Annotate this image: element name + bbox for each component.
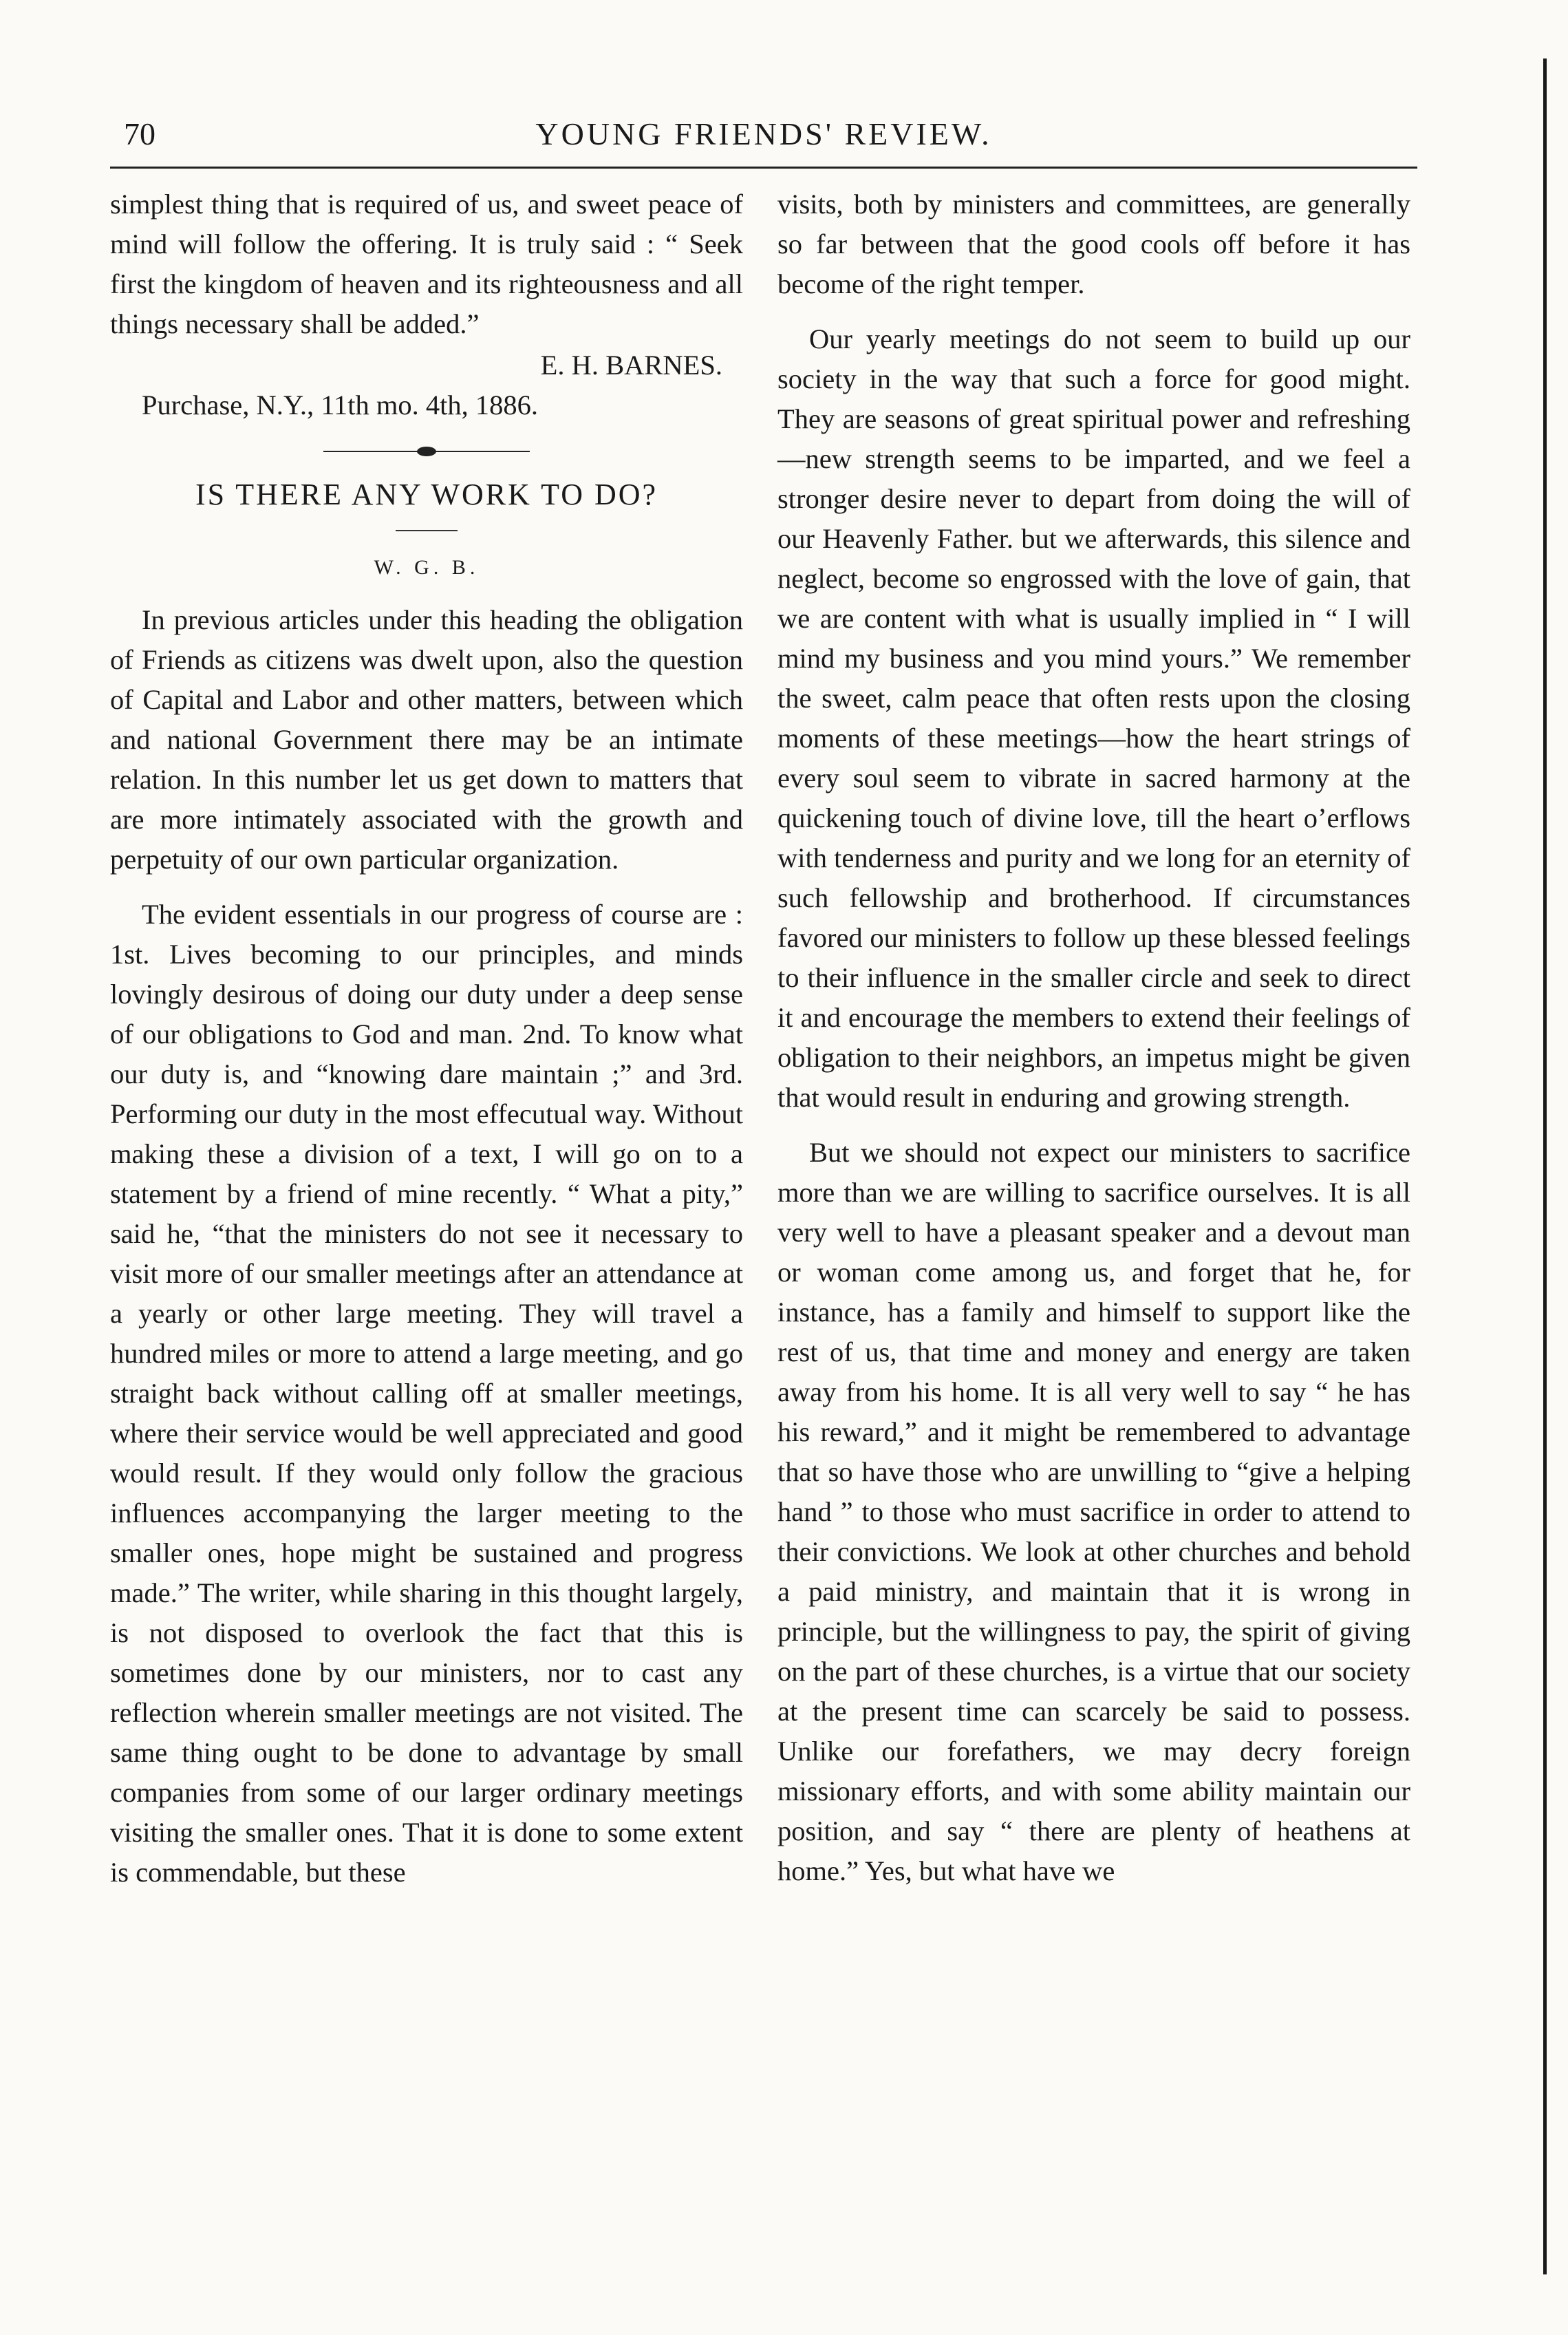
article-byline: W. G. B. [374, 556, 480, 579]
left-column [110, 184, 743, 1892]
section-ornament [323, 445, 530, 458]
body-paragraph: Our yearly meetings do not seem to build up our society in the way that such a force for good might. They are seasons of great spiritual power and refreshing—new strength seems to be imparted, and we feel a stronger desire never to depart from doing the will of our Heavenly Father. but we afterwards, this silence and neglect, become so engrossed with the love of gain, that we are content with what is usually implied in “ I will mind my business and you mind yours.” We remember the sweet, calm peace that often rests upon the closing moments of these meetings—how the heart strings of every soul seem to vibrate in sacred harmony at the quickening touch of divine love, till the heart o’erflows with tenderness and purity and we long for an eternity of such fellowship and brotherhood. If circumstances favored our ministers to follow up these blessed feelings to their influence in the smaller circle and seek to direct it and encourage the members to extend their feelings of obligation to their neighbors, an impetus might be given that would result in enduring and growing strength. [777, 323, 1410, 1113]
body-paragraph: In previous articles under this heading the obligation of Friends as citizens was dwelt upon, also the question of Capital and Labor and other matters, between which and national Government there may be an intimate relation. In this number let us get down to matters that are more intimately associated with the growth and perpetuity of our own particular organization. [110, 604, 743, 875]
body-paragraph: But we should not expect our ministers to sacrifice more than we are willing to sacrifice ourselves. It is all very well to have a pleasant speaker and a devout man or woman come among us, and forget that he, for instance, has a family and himself to support like the rest of us, that time and money and energy are taken away from his home. It is all very well to say “ he has his reward,” and it might be remembered to advantage that so have those who are unwilling to “give a helping hand ” to those who must sacrifice in order to attend to their convictions. We look at other churches and behold a paid ministry, and maintain that it is wrong in principle, but the willingness to pay, the spirit of giving on the part of these churches, is a virtue that our society at the present time can scarcely be said to possess. Unlike our forefathers, we may decry foreign missionary efforts, and with some ability maintain our position, and say “ there are plenty of heathens at home.” Yes, but what have we [777, 1137, 1410, 1886]
page-header [110, 110, 1417, 158]
article-title: IS THERE ANY WORK TO DO? [195, 478, 658, 511]
page-edge-line [1543, 58, 1547, 2274]
author-signature: E. H. BARNES. [540, 350, 722, 381]
running-title: YOUNG FRIENDS' REVIEW. [535, 116, 992, 151]
right-column [777, 184, 1410, 1891]
body-paragraph: The evident essentials in our progress of course are : 1st. Lives becoming to our principles, and minds lovingly desirous of doing our duty under a deep sense of our obligations to God and man. 2nd. To know what our duty is, and “knowing dare maintain ;” and 3rd. Performing our duty in the most effecutual way. Without making these a division of a text, I will go on to a statement by a friend of mine recently. “ What a pity,” said he, “that the ministers do not see it necessary to visit more of our smaller meetings after an attendance at a yearly or other large meeting. They will travel a hundred miles or more to attend a large meeting, and go straight back without calling off at smaller meetings, where their service would be well appreciated and good would result. If they would only follow the gracious influences accompanying the larger meeting to the smaller ones, hope might be sustained and progress made.” The writer, while sharing in this thought largely, is not disposed to overlook the fact that this is sometimes done by our ministers, nor to cast any reflection wherein smaller meetings are not visited. The same thing ought to be done to advantage by small companies from some of our larger ordinary meetings visiting the smaller ones. That it is done to some extent is commendable, but these [110, 899, 743, 1888]
dateline: Purchase, N.Y., 11th mo. 4th, 1886. [142, 390, 538, 420]
continued-paragraph: simplest thing that is required of us, and sweet peace of mind will follow the offering. It is truly said : “ Seek first the kingdom of heaven and its righteousness and all things necessary shall be added.” [110, 189, 743, 339]
title-rule [396, 530, 458, 531]
page-number: 70 [124, 116, 155, 151]
header-rule [110, 167, 1417, 169]
continued-paragraph: visits, both by ministers and committees, are generally so far between that the good cools off before it has become of the right temper. [777, 189, 1410, 299]
